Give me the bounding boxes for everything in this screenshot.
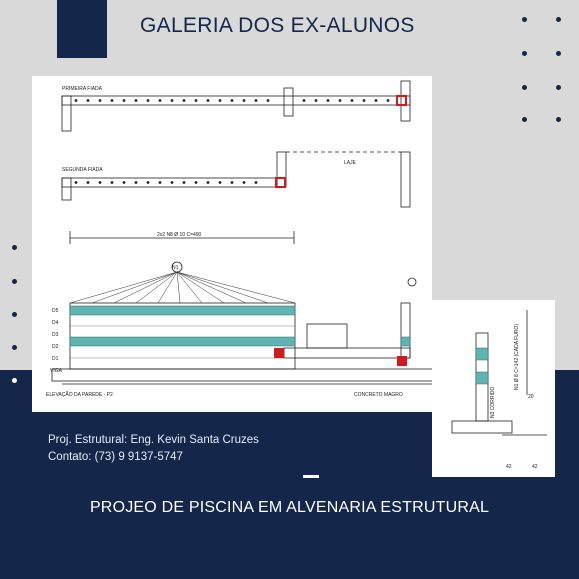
- course-label-d1: D1: [52, 356, 59, 362]
- detail-base-label: N3 CORRIDO: [490, 386, 496, 418]
- dimension-label: 2x2 N8 Ø 10 C=490: [157, 232, 202, 238]
- n1-label: N1: [172, 265, 179, 271]
- axis-marker-n1-right: [408, 278, 416, 286]
- detail-dim-20: 20: [528, 394, 534, 400]
- corner-accent-block: [57, 0, 107, 58]
- elevation-label: ELEVAÇÃO DA PAREDE - P2: [46, 392, 113, 398]
- laje-label: LAJE: [344, 160, 356, 166]
- course-label-d3: D3: [52, 332, 59, 338]
- course-label-d5: D5: [52, 308, 59, 314]
- plan2-holes: [75, 181, 258, 184]
- plan2-label: SEGUNDA FIADA: [62, 167, 103, 173]
- page-title: GALERIA DOS EX-ALUNOS: [140, 14, 415, 37]
- detail-dim-42a: 42: [506, 464, 512, 470]
- credits: [48, 432, 259, 466]
- elevation-beam: [284, 348, 410, 358]
- divider-dash: [303, 475, 319, 478]
- course-label-d2: D2: [52, 344, 59, 350]
- structural-drawing: [32, 76, 432, 412]
- plan1-wall: [62, 96, 410, 105]
- detail-drawing-sheet: [432, 300, 555, 477]
- project-credit: Proj. Estrutural: Eng. Kevin Santa Cruzes: [48, 434, 259, 446]
- plan2-right-return: [401, 152, 410, 207]
- footer-subtitle: PROJEO DE PISCINA EM ALVENARIA ESTRUTURAL: [89, 499, 490, 516]
- course-label-d4: D4: [52, 320, 59, 326]
- plan1-holes: [75, 99, 390, 102]
- foundation-strip: [52, 369, 432, 381]
- plan1-red-block: [397, 96, 406, 105]
- detail-rebar-label: N1 Ø 8 C=142 (CADA FURO): [514, 324, 520, 390]
- elevation-red-block-left: [274, 348, 284, 358]
- detail-dim-42b: 42: [532, 464, 538, 470]
- structural-drawing-sheet: [32, 76, 432, 412]
- plan1-mid-pilaster: [284, 88, 293, 116]
- plan2-left-return: [62, 178, 71, 200]
- contact-line: Contato: (73) 9 9137-5747: [48, 451, 183, 463]
- fan-lines: [70, 272, 295, 303]
- elevation-red-block-right: [397, 356, 407, 366]
- course-label-viga: VIGA: [50, 368, 62, 374]
- concrete-label: CONCRETO MAGRO: [354, 392, 403, 398]
- detail-drawing: [432, 300, 555, 477]
- plan1-label: PRIMEIRA FIADA: [62, 86, 103, 92]
- plan1-left-return: [62, 96, 71, 131]
